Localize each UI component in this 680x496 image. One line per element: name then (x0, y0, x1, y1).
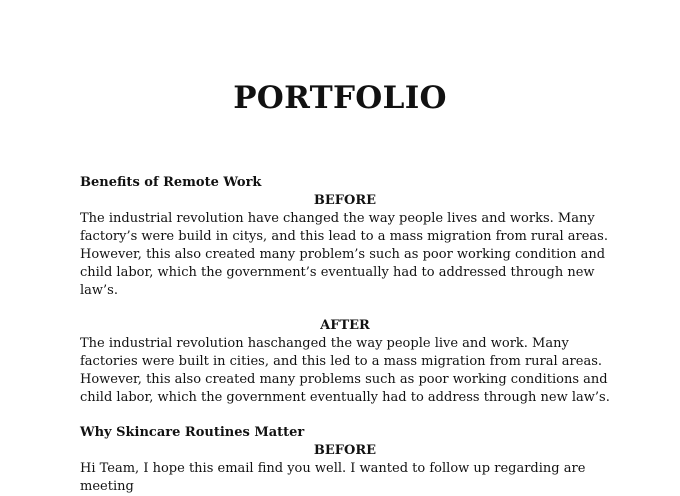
section-skincare (80, 424, 610, 496)
page-title: PORTFOLIO (233, 80, 447, 116)
before-paragraph: The industrial revolution have changed the way people lives and works. Many factory’s were build in citys, and this lead to a mass migration from rural areas. However, this also created many problem’s such as poor working condition and child labor, which the government’s eventually had to addressed through new law’s. (80, 211, 608, 298)
spacer (80, 300, 610, 317)
section-heading: Why Skincare Routines Matter (80, 425, 305, 440)
before-paragraph: Hi Team, I hope this email find you well. I wanted to follow up regarding are meeting (80, 461, 586, 494)
section-heading: Benefits of Remote Work (80, 175, 262, 190)
after-label: AFTER (320, 318, 370, 333)
spacer (80, 407, 610, 424)
before-label: BEFORE (313, 443, 377, 458)
before-label: BEFORE (313, 193, 377, 208)
section-remote-work (80, 174, 610, 407)
document-body (80, 174, 610, 496)
after-paragraph: The industrial revolution haschanged the way people live and work. Many factories were built in cities, and this led to a mass migration from rural areas. However, this also created many problems such as poor working conditions and child labor, which the government eventually had to address through new law’s. (80, 336, 610, 405)
